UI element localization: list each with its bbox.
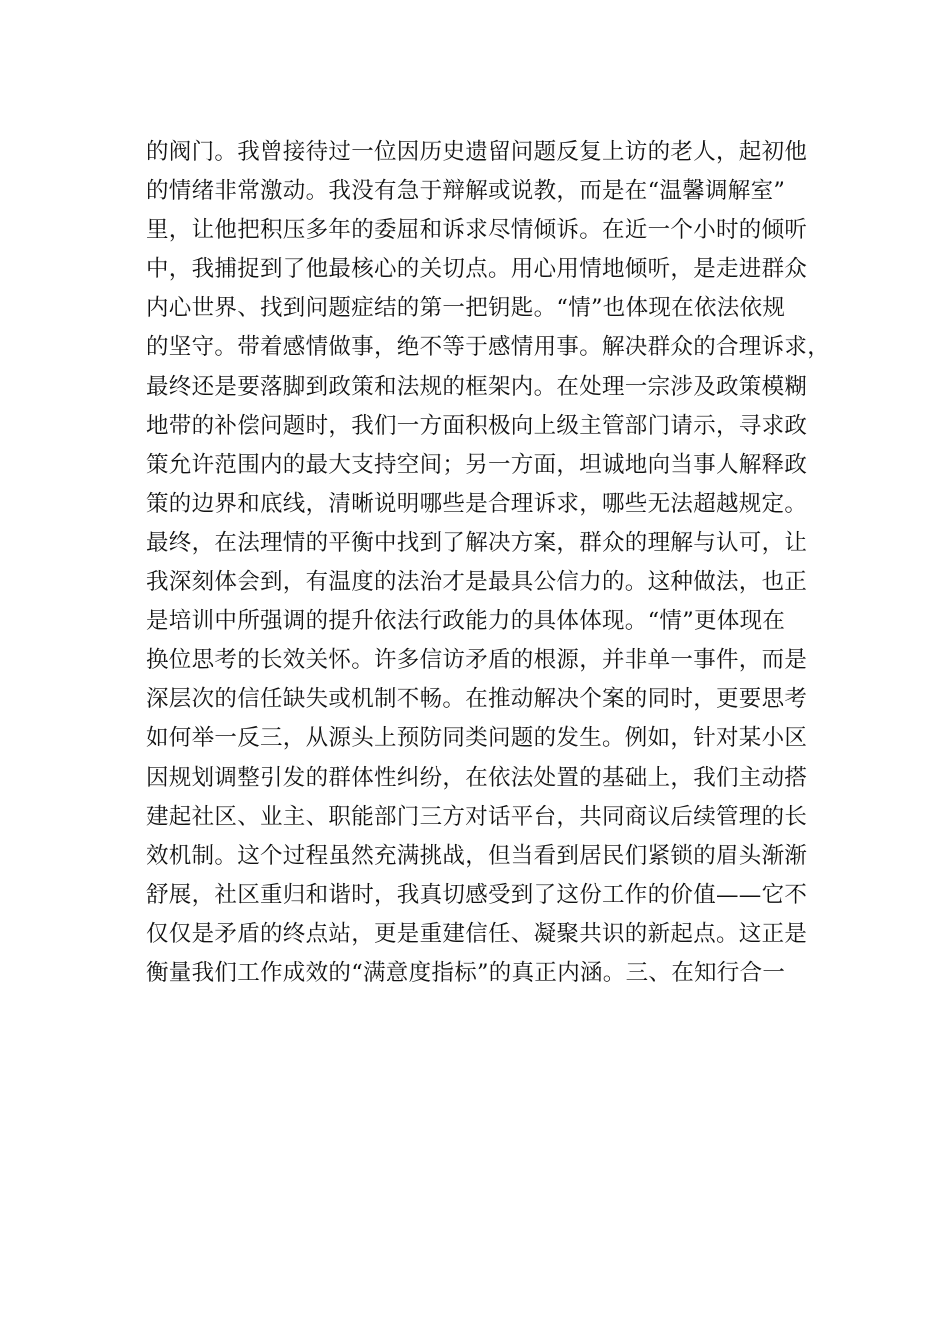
text-line: 最终还是要落脚到政策和法规的框架内。在处理一宗涉及政策模糊 <box>146 373 808 400</box>
text-line: 效机制。这个过程虽然充满挑战，但当看到居民们紧锁的眉头渐渐 <box>146 842 808 869</box>
text-line: 换位思考的长效关怀。许多信访矛盾的根源，并非单一事件，而是 <box>146 647 808 674</box>
text-line: 的阀门。我曾接待过一位因历史遗留问题反复上访的老人，起初他 <box>146 139 808 165</box>
text-line: 的情绪非常激动。我没有急于辩解或说教，而是在“温馨调解室” <box>146 178 786 205</box>
text-line: 舒展，社区重归和谐时，我真切感受到了这份工作的价值——它不 <box>146 881 808 908</box>
text-line: 内心世界、找到问题症结的第一把钥匙。“情”也体现在依法依规 <box>146 295 786 322</box>
text-line: 策的边界和底线，清晰说明哪些是合理诉求，哪些无法超越规定。 <box>146 490 808 517</box>
text-line: 我深刻体会到，有温度的法治才是最具公信力的。这种做法，也正 <box>146 569 808 596</box>
text-line: 策允许范围内的最大支持空间；另一方面，坦诚地向当事人解释政 <box>146 451 808 478</box>
text-line: 是培训中所强调的提升依法行政能力的具体体现。“情”更体现在 <box>146 608 786 635</box>
text-line: 仅仅是矛盾的终点站，更是重建信任、凝聚共识的新起点。这正是 <box>146 920 808 947</box>
text-line: 里，让他把积压多年的委屈和诉求尽情倾诉。在近一个小时的倾听 <box>146 217 808 244</box>
text-line: 中，我捕捉到了他最核心的关切点。用心用情地倾听，是走进群众 <box>146 256 808 283</box>
text-line: 的坚守。带着感情做事，绝不等于感情用事。解决群众的合理诉求， <box>146 334 831 361</box>
text-line: 地带的补偿问题时，我们一方面积极向上级主管部门请示，寻求政 <box>146 412 808 439</box>
text-line: 如何举一反三，从源头上预防同类问题的发生。例如，针对某小区 <box>146 725 808 752</box>
text-line: 建起社区、业主、职能部门三方对话平台，共同商议后续管理的长 <box>146 803 808 830</box>
text-line: 最终，在法理情的平衡中找到了解决方案，群众的理解与认可，让 <box>146 529 808 556</box>
body-text <box>146 133 831 993</box>
text-line: 衡量我们工作成效的“满意度指标”的真正内涵。三、在知行合一 <box>146 959 786 986</box>
text-line: 深层次的信任缺失或机制不畅。在推动解决个案的同时，更要思考 <box>146 686 808 713</box>
text-line: 因规划调整引发的群体性纠纷，在依法处置的基础上，我们主动搭 <box>146 764 808 791</box>
